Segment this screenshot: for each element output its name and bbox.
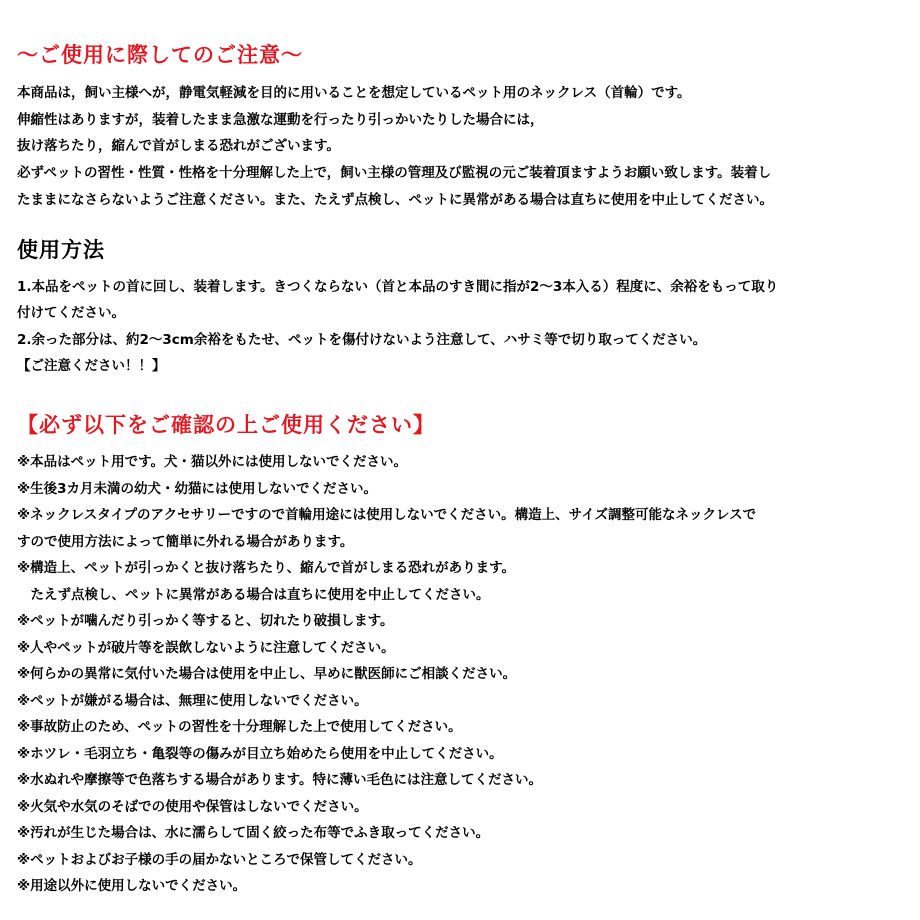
caution-line: 伸縮性はありますが，装着したまま急激な運動を行ったり引っかいたりした場合には， — [17, 112, 544, 128]
caution-line: 必ずペットの習性・性質・性格を十分理解した上で，飼い主様の管理及び監視の元ご装着頂ますようお願い致します。装着し — [17, 165, 772, 181]
warning-item: ※何らかの異常に気付いた場合は使用を中止し、早めに獣医師にご相談ください。 — [17, 666, 517, 682]
warning-item: たえず点検し、ペットに異常がある場合は直ちに使用を中止してください。 — [17, 587, 490, 603]
usage-caution-heading: ～ご使用に際してのご注意～ — [17, 43, 303, 67]
warning-item: ※ペットが嫌がる場合は、無理に使用しないでください。 — [17, 693, 368, 709]
usage-line: 付けてください。 — [17, 305, 125, 321]
warning-item: ※水ぬれや摩擦等で色落ちする場合があります。特に薄い毛色には注意してください。 — [17, 772, 543, 788]
caution-line: 本商品は，飼い主様へが，静電気軽減を目的に用いることを想定しているペット用のネックレス（首輪）です。 — [17, 85, 691, 101]
warning-item: ※汚れが生じた場合は、水に濡らして固く絞った布等でふき取ってください。 — [17, 825, 490, 841]
warning-item: ※人やペットが破片等を誤飲しないように注意してください。 — [17, 640, 395, 656]
warning-item: ※用途以外に使用しないでください。 — [17, 878, 247, 894]
warning-item: ※ペットが噛んだり引っかく等すると、切れたり破損します。 — [17, 613, 394, 629]
warning-item: すので使用方法によって簡単に外れる場合があります。 — [17, 534, 354, 550]
warning-item: ※構造上、ペットが引っかくと抜け落ちたり、縮んで首がしまる恐れがあります。 — [17, 560, 516, 576]
warning-item: ※ペットおよびお子様の手の届かないところで保管してください。 — [17, 852, 422, 868]
warning-item: ※本品はペット用です。犬・猫以外には使用しないでください。 — [17, 454, 408, 470]
warning-item: ※生後3カ月未満の幼犬・幼猫には使用しないでください。 — [17, 481, 378, 497]
warning-item: ※ホツレ・毛羽立ち・亀裂等の傷みが目立ち始めたら使用を中止してください。 — [17, 746, 503, 762]
warning-item: ※火気や水気のそばでの使用や保管はしないでください。 — [17, 799, 368, 815]
caution-line: たままになさらないようご注意ください。また、たえず点検し、ペットに異常がある場合は直ちに使用を中止してください。 — [17, 192, 773, 208]
usage-note: 【ご注意ください！！】 — [17, 358, 166, 374]
usage-line: 2.余った部分は、約2～3cm余裕をもたせ、ペットを傷付けないよう注意して、ハサミ等で切り取ってください。 — [17, 332, 707, 348]
warning-item: ※ネックレスタイプのアクセサリーですので首輪用途には使用しないでください。構造上、サイズ調整可能なネックレスで — [17, 507, 757, 523]
usage-line: 1.本品をペットの首に回し、装着します。きつくならない（首と本品のすき間に指が2～3本入る）程度に、余裕をもって取り — [17, 279, 779, 295]
caution-line: 抜け落ちたり，縮んで首がしまる恐れがございます。 — [17, 138, 340, 154]
confirm-before-use-heading: 【必ず以下をご確認の上ご使用ください】 — [17, 413, 435, 437]
how-to-use-heading: 使用方法 — [17, 238, 105, 262]
warning-item: ※事故防止のため、ペットの習性を十分理解した上で使用してください。 — [17, 719, 462, 735]
